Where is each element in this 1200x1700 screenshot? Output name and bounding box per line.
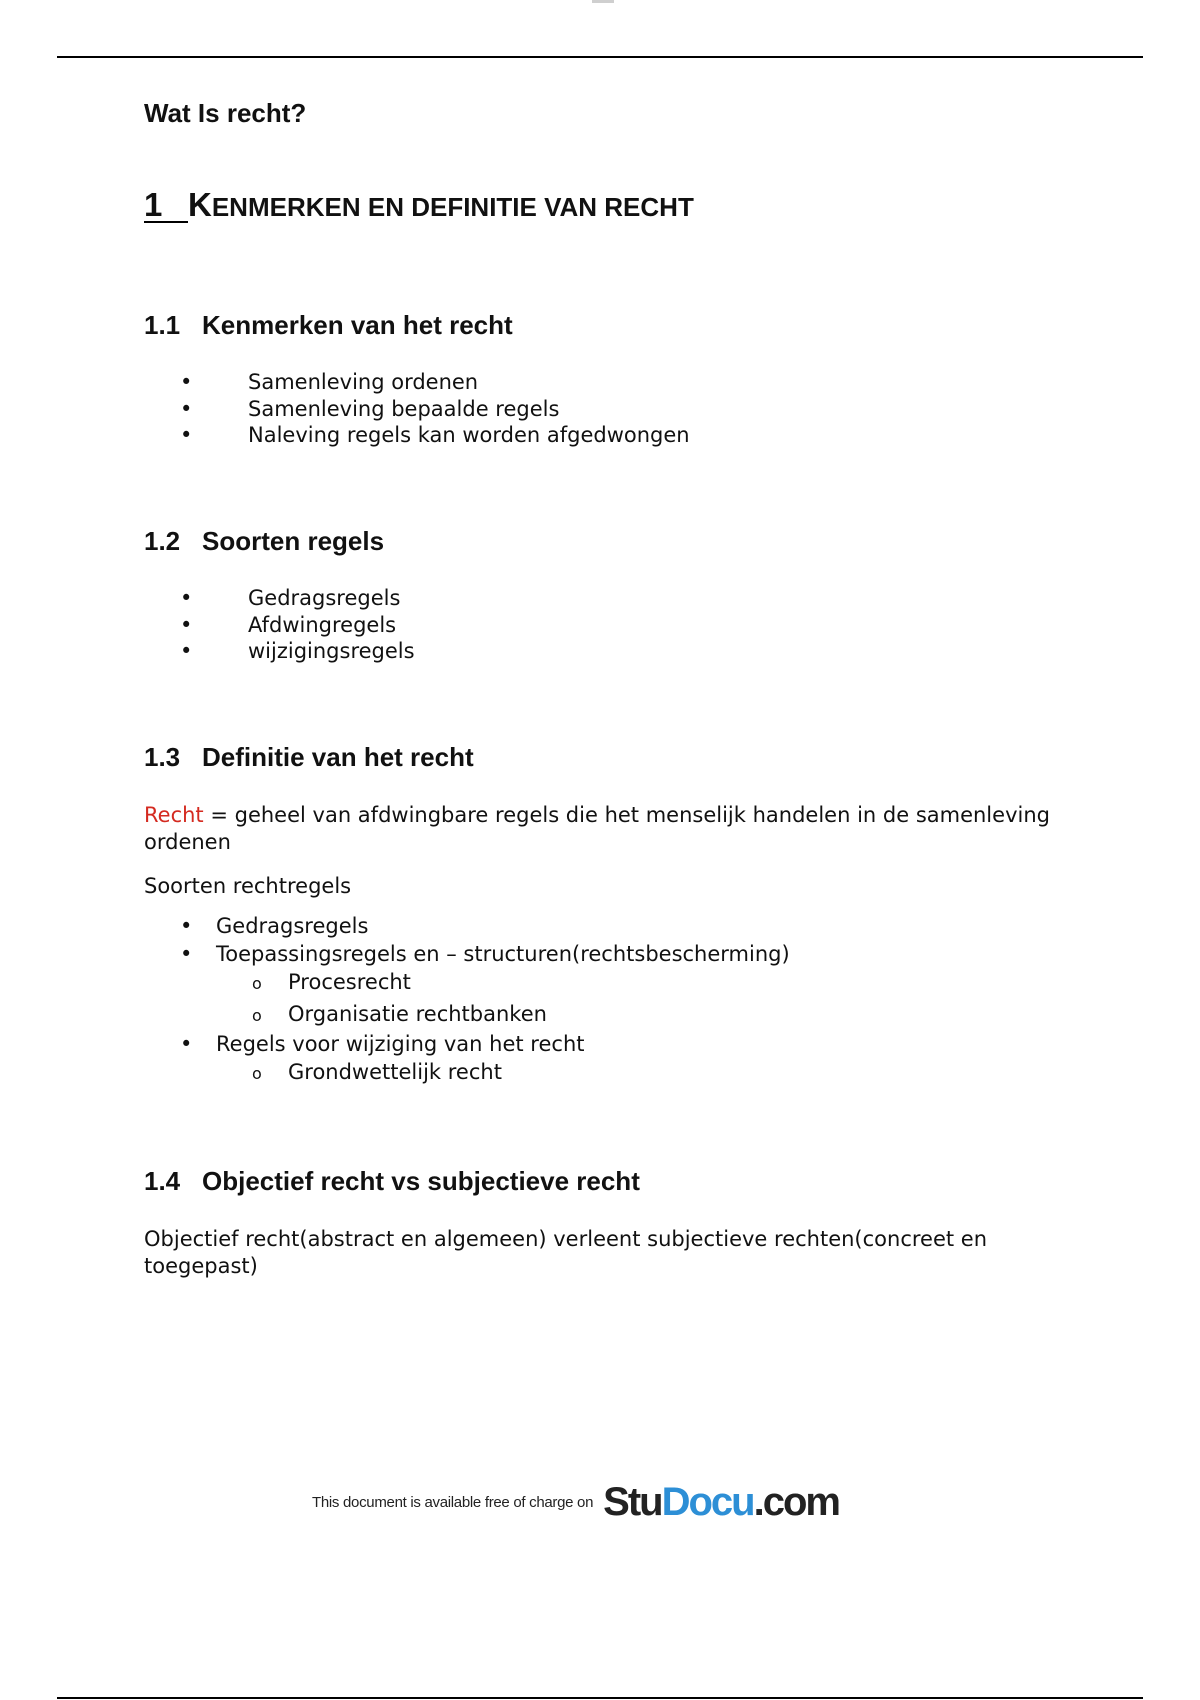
bullet-icon: • — [180, 396, 193, 421]
circle-bullet-icon: o — [252, 1006, 262, 1025]
definition-paragraph — [144, 802, 1074, 856]
objectief-paragraph: Objectief recht(abstract en algemeen) verleent subjectieve rechten(concreet en toegepast) — [144, 1227, 988, 1278]
section-number: 1.4 — [144, 1166, 181, 1196]
bullet-icon: • — [180, 1032, 193, 1056]
studocu-footer — [312, 1480, 839, 1525]
document-title: Wat Is recht? — [144, 98, 307, 128]
section-number: 1.1 — [144, 310, 181, 340]
subheading-soorten-rechtregels: Soorten rechtregels — [144, 874, 352, 898]
section-title: Definitie van het recht — [202, 742, 474, 772]
page-top-marker — [592, 0, 614, 3]
bullet-icon: • — [180, 612, 193, 637]
section-heading-1-3 — [144, 742, 474, 773]
section-heading-1-1 — [144, 310, 513, 341]
studocu-logo[interactable]: StuDocu.com — [603, 1480, 839, 1524]
definition-term: Recht — [144, 803, 204, 827]
chapter-number: 1 — [144, 189, 188, 223]
chapter-initial: K — [188, 186, 212, 223]
section-number: 1.2 — [144, 526, 181, 556]
bullet-icon: • — [180, 639, 193, 663]
section-title: Soorten regels — [202, 526, 385, 556]
section-heading-1-2 — [144, 526, 384, 557]
definition-text: = geheel van afdwingbare regels die het menselijk handelen in de samenleving ordenen — [144, 803, 1050, 854]
chapter-heading — [144, 186, 694, 224]
bullet-icon: • — [180, 370, 193, 394]
section-title: Kenmerken van het recht — [202, 310, 513, 340]
circle-bullet-icon: o — [252, 974, 262, 993]
header-rule — [57, 56, 1143, 58]
footer-note: This document is available free of charge on — [312, 1494, 594, 1511]
section-heading-1-4 — [144, 1166, 640, 1197]
footer-rule — [57, 1697, 1143, 1699]
section-title: Objectief recht vs subjectieve recht — [202, 1166, 640, 1196]
chapter-title-rest: ENMERKEN EN DEFINITIE VAN RECHT — [211, 192, 694, 222]
circle-bullet-icon: o — [252, 1064, 262, 1083]
bullet-icon: • — [180, 586, 193, 610]
bullet-icon: • — [180, 942, 193, 966]
section-number: 1.3 — [144, 742, 181, 772]
bullet-icon: • — [180, 914, 193, 938]
bullet-icon: • — [180, 423, 193, 447]
